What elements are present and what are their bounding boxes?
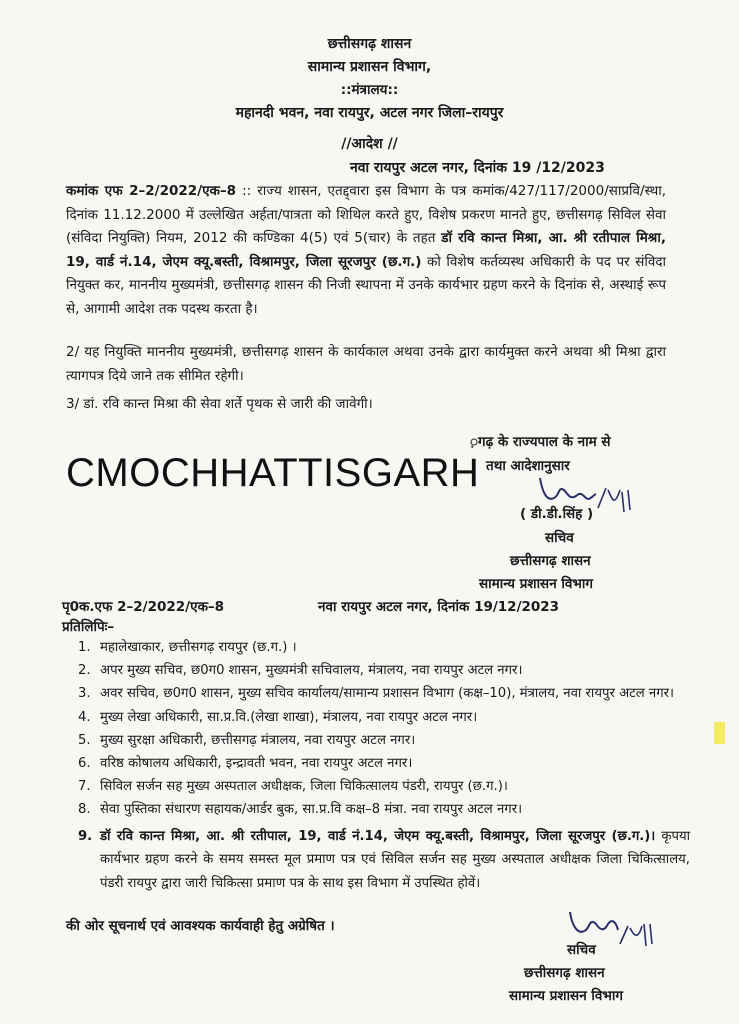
item-9-number: 9.	[78, 829, 93, 844]
item-text: सिविल सर्जन सह मुख्य अस्पताल अधीक्षक, जिला चिकित्सालय पंडरी, रायपुर (छ.ग.)।	[100, 779, 508, 795]
header-ministry: ::मंत्रालय::	[340, 82, 399, 98]
item-number: 8.	[78, 802, 91, 818]
header-address: महानदी भवन, नवा रायपुर, अटल नगर जिला–रायपुर	[235, 105, 504, 121]
order-title: //आदेश //	[341, 136, 398, 152]
item-text: मुख्य सुरक्षा अधिकारी, छत्तीसगढ़ मंत्रालय, नवा रायपुर अटल नगर।	[100, 732, 416, 748]
copy-to-item-9	[70, 825, 690, 895]
item-text: मुख्य लेखा अधिकारी, सा.प्र.वि.(लेखा शाखा), मंत्रालय, नवा रायपुर अटल नगर।	[100, 709, 478, 725]
paragraph-1-text: :: राज्य शासन, एतद्द्वारा इस विभाग के पत्र कमांक/427/117/2000/साप्रवि/स्था, दिनांक 11.12.2000 में उल्लेखित अर्हता/पात्रता को शिथिल करते हुए, विशेष प्रकरण मानते हुए, छत्तीसगढ़ सिविल सेवा (संविदा नियुक्ति) नियम, 2012 की कण्डिका 4(5) एवं 5(चार) के तहत	[66, 183, 667, 247]
item-number: 2.	[78, 663, 91, 679]
copy-to-item	[70, 798, 690, 821]
item-number: 6.	[78, 756, 91, 772]
signatory-government: छत्तीसगढ़ शासन	[510, 553, 591, 569]
watermark-text: CMOCHHATTISGARH	[66, 451, 480, 495]
appointee-name: डॉ रवि कान्त मिश्रा, आ. श्री रतीपाल मिश्रा, 19, वार्ड नं.14, जेएम क्यू.बस्ती, विश्रामपुर, जिला सूरजपुर (छ.ग.)	[66, 230, 666, 270]
copy-to-item	[70, 752, 690, 775]
endorsement-place-date: नवा रायपुर अटल नगर, दिनांक 19/12/2023	[318, 599, 560, 615]
signatory-department: सामान्य प्रशासन विभाग	[479, 576, 593, 592]
place-date: नवा रायपुर अटल नगर, दिनांक 19 /12/2023	[350, 160, 605, 176]
order-line: तथा आदेशानुसार	[486, 458, 570, 474]
item-text: वरिष्ठ कोषालय अधिकारी, इन्द्रावती भवन, नवा रायपुर अटल नगर।	[100, 756, 413, 772]
forward-line: की ओर सूचनार्थ एवं आवश्यक कार्यवाही हेतु अग्रेषित ।	[66, 918, 335, 934]
copy-to-item	[70, 775, 690, 798]
item-text: महालेखाकार, छत्तीसगढ़ रायपुर (छ.ग.) ।	[100, 640, 297, 655]
copy-to-item	[70, 636, 690, 659]
order-paragraph-1	[66, 180, 666, 322]
item-text: अपर मुख्य सचिव, छ0ग0 शासन, मुख्यमंत्री सचिवालय, मंत्रालय, नवा रायपुर अटल नगर।	[100, 663, 523, 679]
paragraph-1-end: को विशेष कर्तव्यस्थ अधिकारी के पद पर संविदा नियुक्त कर, माननीय मुख्यमंत्री, छत्तीसगढ़ शासन की निजी स्थापना में उनके कार्यभार ग्रहण करने के दिनांक से, अस्थाई रूप से, आगामी आदेश तक पदस्थ करता है।	[66, 253, 666, 317]
signatory-name: ( डी.डी.सिंह )	[520, 506, 594, 522]
item-text: अवर सचिव, छ0ग0 शासन, मुख्य सचिव कार्यालय/सामान्य प्रशासन विभाग (कक्ष–10), मंत्रालय, नवा रायपुर अटल नगर।	[100, 686, 675, 702]
copy-to-item	[70, 659, 690, 682]
item-text: सेवा पुस्तिका संधारण सहायक/आर्डर बुक, सा.प्र.वि कक्ष–8 मंत्रा. नवा रायपुर अटल नगर।	[100, 802, 523, 818]
copy-to-item	[70, 729, 690, 752]
item-number: 5.	[78, 732, 91, 748]
copy-to-label: प्रतिलिपिः–	[62, 619, 115, 635]
item-number: 7.	[78, 779, 91, 795]
item-number: 4.	[78, 709, 91, 725]
header-government: छत्तीसगढ़ शासन	[327, 36, 412, 52]
governor-line: ़गढ़ के राज्यपाल के नाम से	[470, 434, 611, 450]
signatory-2-designation: सचिव	[567, 942, 596, 958]
item-9-name: डॉ रवि कान्त मिश्रा, आ. श्री रतीपाल, 19, वार्ड नं.14, जेएम क्यू.बस्ती, विश्रामपुर, जिला सूरजपुर (छ.ग.)।	[100, 829, 656, 844]
signatory-designation: सचिव	[545, 530, 574, 546]
highlighter-mark	[714, 722, 725, 744]
reference-number: कमांक एफ 2–2/2022/एक–8	[66, 183, 237, 199]
header-department: सामान्य प्रशासन विभाग,	[307, 59, 432, 75]
signatory-2-department: सामान्य प्रशासन विभाग	[509, 988, 623, 1004]
item-number: 1.	[78, 640, 91, 655]
item-number: 3.	[78, 686, 91, 702]
copy-to-item	[70, 682, 690, 705]
copy-to-item	[70, 706, 690, 729]
item-9-text: कृपया कार्यभार ग्रहण करने के समय समस्त मूल प्रमाण पत्र एवं सिविल सर्जन सह मुख्य अस्पताल अधीक्षक जिला चिकित्सालय, पंडरी रायपुर द्वारा जारी चिकित्सा प्रमाण पत्र के साथ इस विभाग में उपस्थित होवें।	[100, 829, 691, 891]
endorsement-reference: पृ0क.एफ 2–2/2022/एक–8	[62, 599, 225, 615]
copy-to-list	[70, 636, 690, 822]
signatory-2-government: छत्तीसगढ़ शासन	[524, 965, 605, 981]
order-paragraph-2: 2/ यह नियुक्ति माननीय मुख्यमंत्री, छत्तीसगढ़ शासन के कार्यकाल अथवा उनके द्वारा कार्यमुक्त करने अथवा श्री मिश्रा द्वारा त्यागपत्र दिये जाने तक सीमित रहेगी।	[66, 344, 666, 384]
order-paragraph-3: 3/ डां. रवि कान्त मिश्रा की सेवा शर्ते पृथक से जारी की जावेगी।	[66, 396, 373, 412]
